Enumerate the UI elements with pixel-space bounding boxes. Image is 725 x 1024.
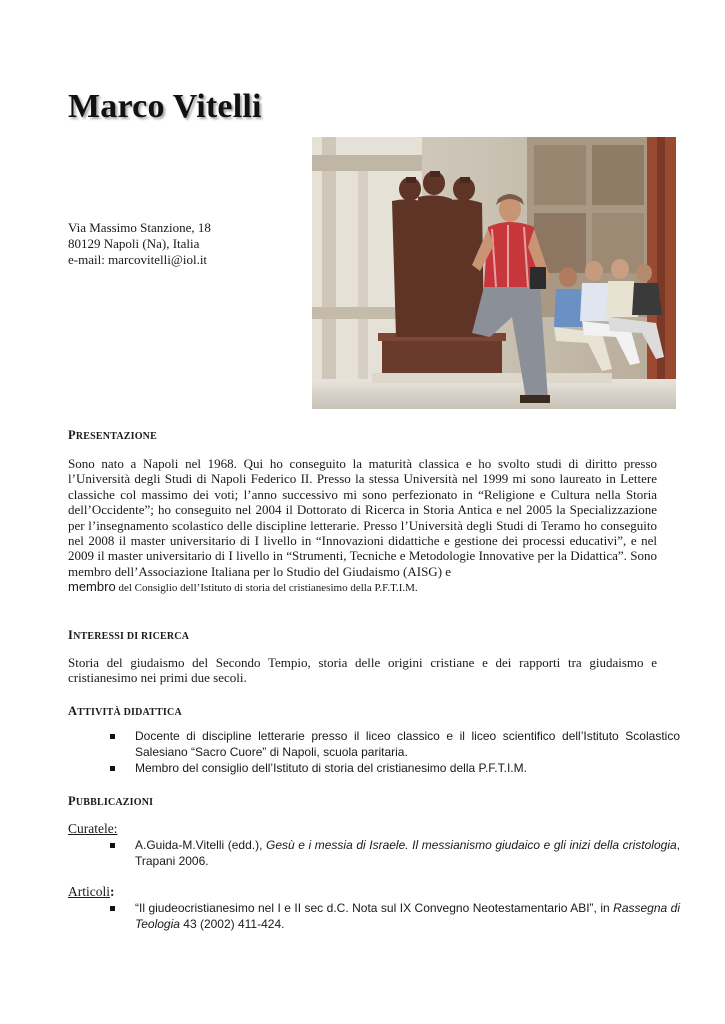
- list-item: Docente di discipline letterarie presso il liceo classico e il liceo scientifico dell’Istituto Scolastico Salesiano “Sacro Cuore” di Napoli, scuola paritaria.: [110, 729, 680, 760]
- address-line-2: 80129 Napoli (Na), Italia: [68, 236, 200, 251]
- page-title: Marco Vitelli: [68, 88, 262, 125]
- contact-block: [68, 220, 211, 268]
- list-item: “Il giudeocristianesimo nel I e II sec d.C. Nota sul IX Convegno Neotestamentario ABI”, in Rassegna di Teologia 43 (2002) 411-424.: [110, 901, 680, 932]
- section-heading-attivita: ATTIVITÀ DIDATTICA: [68, 704, 182, 718]
- photo-illustration: [312, 137, 676, 409]
- presentazione-body: Sono nato a Napoli nel 1968. Qui ho conseguito la maturità classica e ho svolto studi di diritto presso l’Università degli Studi di Napoli Federico II. Presso la stessa Università nel 1999 mi sono laureato in Lettere classiche col massimo dei voti; l’anno successivo mi sono perfezionato in “Religione e Cultura nella Storia dell’Occidente”; ho conseguito nel 2004 il Dottorato di Ricerca in Storia Antica e nel 2005 la Specializzazione per l’insegnamento scolastico delle discipline letterarie. Presso l’Università degli Studi di Teramo ho conseguito nel 2008 il master universitario di I livello in “Innovazioni didattiche e gestione dei processi educativi”, e nel 2009 il master universitario di I livello in “Strumenti, Tecniche e Metodologie Innovative per la Didattica”. Sono membro dell’Associazione Italiana per lo Studio del Giudaismo (AISG) e membro del Consiglio dell’Istituto di storia del cristianesimo della P.F.T.I.M.: [68, 456, 657, 595]
- articoli-label: Articoli: [68, 884, 110, 899]
- bullet-icon: [110, 766, 115, 771]
- list-item: Membro del consiglio dell’Istituto di storia del cristianesimo della P.F.T.I.M.: [110, 761, 680, 777]
- section-heading-pubblicazioni: PUBBLICAZIONI: [68, 794, 154, 808]
- curatele-list: [110, 838, 680, 870]
- curatele-label: Curatele:: [68, 821, 118, 836]
- articoli-label-wrap: Articoli:: [68, 884, 115, 899]
- profile-photo: [312, 137, 676, 409]
- bullet-icon: [110, 734, 115, 739]
- bullet-icon: [110, 843, 115, 848]
- email-line: e-mail: marcovitelli@iol.it: [68, 252, 208, 267]
- section-heading-presentazione: PRESENTAZIONE: [68, 428, 157, 442]
- articoli-list: [110, 901, 680, 933]
- interessi-body: Storia del giudaismo del Secondo Tempio, storia delle origini cristiane e dei rapporti tra giudaismo e cristianesimo nei primi due secoli.: [68, 655, 657, 686]
- address-line-1: Via Massimo Stanzione, 18: [68, 220, 211, 235]
- attivita-list: [110, 729, 680, 778]
- section-heading-interessi: INTERESSI DI RICERCA: [68, 628, 190, 642]
- bullet-icon: [110, 906, 115, 911]
- list-item: A.Guida-M.Vitelli (edd.), Gesù e i messia di Israele. Il messianismo giudaico e gli inizi della cristologia, Trapani 2006.: [110, 838, 680, 869]
